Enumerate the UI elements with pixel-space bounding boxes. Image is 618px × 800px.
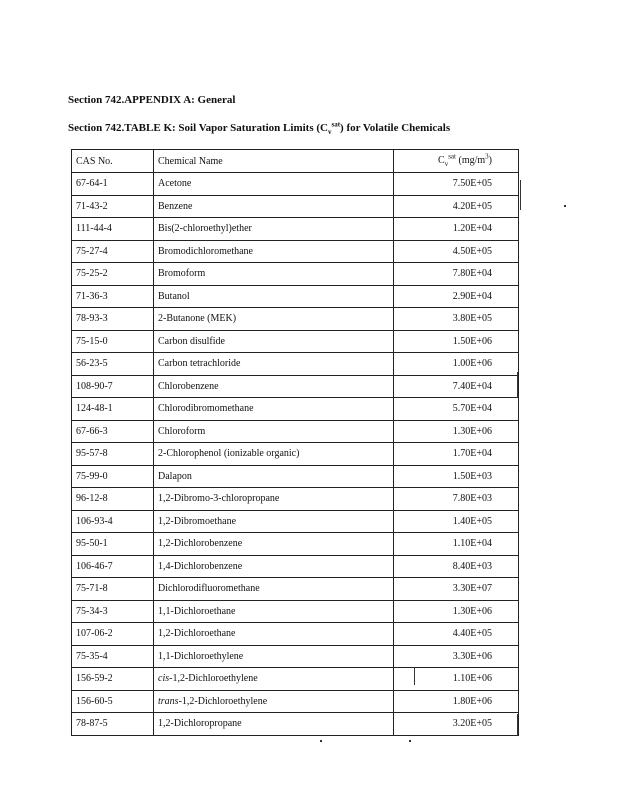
table-row (72, 173, 519, 196)
chemical-name-text: -1,2-Dichloroethylene (169, 673, 258, 685)
scan-mark (520, 180, 521, 210)
table-heading-sup: sat (331, 120, 341, 129)
table-row (72, 308, 519, 331)
table-row (72, 555, 519, 578)
chemical-name-italic-prefix: trans (158, 695, 179, 707)
saturation-limit-cell: 5.70E+04 (394, 398, 519, 421)
chemical-name-cell: Acetone (154, 173, 394, 196)
saturation-limit-cell: 3.30E+06 (394, 645, 519, 668)
cas-number-cell: 95-57-8 (72, 443, 154, 466)
saturation-limit-cell: 7.50E+05 (394, 173, 519, 196)
chemical-name-cell: Carbon disulfide (154, 330, 394, 353)
chemical-name-cell: Dalapon (154, 465, 394, 488)
header-chemical: Chemical Name (154, 150, 394, 173)
cas-number-cell: 75-99-0 (72, 465, 154, 488)
chemical-name-cell: 1,2-Dibromo-3-chloropropane (154, 488, 394, 511)
chemical-name-cell: 2-Butanone (MEK) (154, 308, 394, 331)
chemical-name-cell: 1,2-Dichlorobenzene (154, 533, 394, 556)
cas-number-cell: 75-25-2 (72, 263, 154, 286)
table-row (72, 285, 519, 308)
header-concentration (394, 150, 519, 173)
saturation-limit-cell: 7.80E+04 (394, 263, 519, 286)
table-heading-suffix: ) for Volatile Chemicals (340, 122, 451, 134)
chemical-name-cell: Chlorodibromomethane (154, 398, 394, 421)
cas-number-cell: 78-87-5 (72, 713, 154, 736)
saturation-limit-cell: 1.10E+06 (394, 668, 519, 691)
chemical-name-cell: 1,2-Dibromoethane (154, 510, 394, 533)
chemical-name-cell: 1,4-Dichlorobenzene (154, 555, 394, 578)
chemical-name-cell: Dichlorodifluoromethane (154, 578, 394, 601)
cas-number-cell: 67-64-1 (72, 173, 154, 196)
table-row (72, 713, 519, 736)
chemical-name-cell: Chlorobenzene (154, 375, 394, 398)
cas-number-cell: 78-93-3 (72, 308, 154, 331)
scan-mark (320, 740, 322, 742)
saturation-limit-cell: 1.40E+05 (394, 510, 519, 533)
cas-number-cell: 71-43-2 (72, 195, 154, 218)
chemical-name-cell: 1,2-Dichloropropane (154, 713, 394, 736)
header-cas: CAS No. (72, 150, 154, 173)
saturation-limit-cell: 3.30E+07 (394, 578, 519, 601)
scan-mark (517, 714, 518, 736)
saturation-limit-cell: 1.30E+06 (394, 600, 519, 623)
chemical-name-cell (154, 690, 394, 713)
chemical-name-cell: Butanol (154, 285, 394, 308)
saturation-limit-cell: 1.20E+04 (394, 218, 519, 241)
table-row (72, 645, 519, 668)
header-conc-close: ) (488, 154, 492, 166)
table-row (72, 218, 519, 241)
cas-number-cell: 56-23-5 (72, 353, 154, 376)
saturation-limit-cell: 1.50E+06 (394, 330, 519, 353)
saturation-limit-cell: 3.20E+05 (394, 713, 519, 736)
saturation-limit-cell: 4.50E+05 (394, 240, 519, 263)
chemical-name-cell: Bromodichloromethane (154, 240, 394, 263)
scan-mark (409, 740, 411, 742)
chemical-name-cell: 2-Chlorophenol (ionizable organic) (154, 443, 394, 466)
saturation-limit-cell: 1.00E+06 (394, 353, 519, 376)
cas-number-cell: 75-15-0 (72, 330, 154, 353)
table-row (72, 488, 519, 511)
cas-number-cell: 75-35-4 (72, 645, 154, 668)
saturation-limit-cell: 4.40E+05 (394, 623, 519, 646)
table-heading (68, 122, 450, 136)
cas-number-cell: 75-71-8 (72, 578, 154, 601)
scan-mark (517, 372, 518, 398)
table-row (72, 623, 519, 646)
chemical-name-cell (154, 668, 394, 691)
table-row (72, 578, 519, 601)
section-heading: Section 742.APPENDIX A: General (68, 94, 236, 106)
saturation-limit-cell: 1.10E+04 (394, 533, 519, 556)
chemical-name-cell: Chloroform (154, 420, 394, 443)
table-row (72, 668, 519, 691)
cas-number-cell: 106-46-7 (72, 555, 154, 578)
cas-number-cell: 107-06-2 (72, 623, 154, 646)
chemical-name-cell: 1,1-Dichloroethane (154, 600, 394, 623)
table-row (72, 533, 519, 556)
cas-number-cell: 156-60-5 (72, 690, 154, 713)
table-row (72, 263, 519, 286)
chemical-name-cell: 1,1-Dichloroethylene (154, 645, 394, 668)
scan-mark (564, 205, 566, 207)
cas-number-cell: 75-27-4 (72, 240, 154, 263)
saturation-limit-cell: 1.50E+03 (394, 465, 519, 488)
chemical-name-italic-prefix: cis (158, 673, 170, 685)
table-row (72, 353, 519, 376)
table-row (72, 510, 519, 533)
saturation-limit-cell: 7.80E+03 (394, 488, 519, 511)
chemical-name-cell: Bis(2-chloroethyl)ether (154, 218, 394, 241)
saturation-limit-cell: 7.40E+04 (394, 375, 519, 398)
cas-number-cell: 67-66-3 (72, 420, 154, 443)
cas-number-cell: 96-12-8 (72, 488, 154, 511)
scan-mark (414, 667, 415, 685)
table-row (72, 443, 519, 466)
saturation-limit-cell: 4.20E+05 (394, 195, 519, 218)
saturation-limit-cell: 8.40E+03 (394, 555, 519, 578)
cas-number-cell: 71-36-3 (72, 285, 154, 308)
table-row (72, 398, 519, 421)
table-row (72, 465, 519, 488)
header-conc-sub: v (444, 159, 449, 168)
chemical-name-cell: 1,2-Dichloroethane (154, 623, 394, 646)
cas-number-cell: 156-59-2 (72, 668, 154, 691)
saturation-limit-cell: 3.80E+05 (394, 308, 519, 331)
table-row (72, 330, 519, 353)
header-conc-unit-sup: 3 (485, 152, 489, 161)
table-heading-sub: v (327, 128, 332, 137)
saturation-limit-cell: 1.30E+06 (394, 420, 519, 443)
cas-number-cell: 108-90-7 (72, 375, 154, 398)
chemical-name-cell: Carbon tetrachloride (154, 353, 394, 376)
cas-number-cell: 124-48-1 (72, 398, 154, 421)
chemical-name-cell: Bromoform (154, 263, 394, 286)
table-row (72, 690, 519, 713)
header-conc-prefix: C (438, 154, 445, 166)
saturation-limit-cell: 2.90E+04 (394, 285, 519, 308)
saturation-limit-cell: 1.80E+06 (394, 690, 519, 713)
chemical-name-text: -1,2-Dichloroethylene (178, 695, 268, 707)
chemical-name-cell: Benzene (154, 195, 394, 218)
cas-number-cell: 106-93-4 (72, 510, 154, 533)
table-row (72, 600, 519, 623)
table-row (72, 240, 519, 263)
soil-vapor-table (71, 149, 519, 736)
table-row (72, 420, 519, 443)
table-row (72, 195, 519, 218)
table-row (72, 375, 519, 398)
table-heading-prefix: Section 742.TABLE K: Soil Vapor Saturation Limits (C (68, 122, 328, 134)
saturation-limit-cell: 1.70E+04 (394, 443, 519, 466)
table-header-row (72, 150, 519, 173)
cas-number-cell: 111-44-4 (72, 218, 154, 241)
cas-number-cell: 95-50-1 (72, 533, 154, 556)
cas-number-cell: 75-34-3 (72, 600, 154, 623)
header-conc-unit: (mg/m (455, 154, 486, 166)
header-conc-sup: sat (448, 152, 456, 161)
